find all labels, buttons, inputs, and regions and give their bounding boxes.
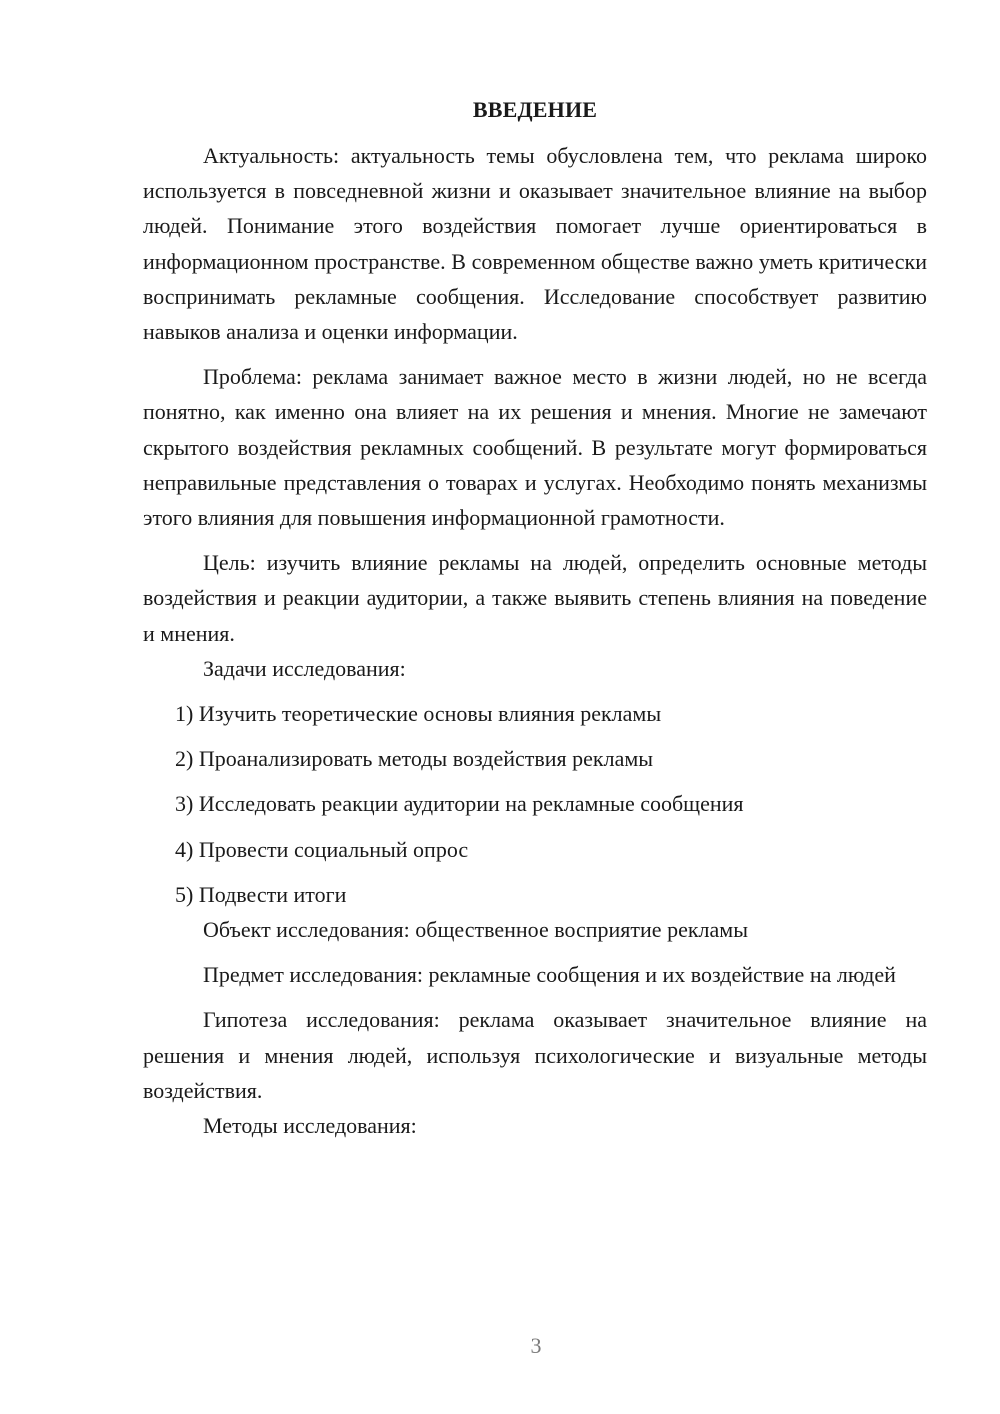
hypothesis-paragraph: Гипотеза исследования: реклама оказывает значительное влияние на решения и мнения людей, используя психологические и визуальные методы воздействия. — [143, 1007, 927, 1103]
task-item: 5) Подвести итоги — [175, 881, 347, 907]
task-item: 3) Исследовать реакции аудитории на рекламные сообщения — [175, 791, 744, 817]
task-item: 4) Провести социальный опрос — [175, 836, 469, 862]
problem-paragraph: Проблема: реклама занимает важное место в жизни людей, но не всегда понятно, как именно она влияет на их решения и мнения. Многие не замечают скрытого воздействия рекламных сообщений. В результате могут формироваться неправильные представления о товарах и услугах. Необходимо понять механизмы этого влияния для повышения информационной грамотности. — [143, 364, 927, 531]
methods-heading: Методы исследования: — [203, 1113, 417, 1139]
tasks-heading: Задачи исследования: — [203, 655, 406, 681]
page-number: 3 — [530, 1333, 542, 1358]
subject-paragraph: Предмет исследования: рекламные сообщения и их воздействие на людей — [203, 962, 896, 988]
page-content — [143, 92, 927, 1143]
task-item: 1) Изучить теоретические основы влияния рекламы — [175, 701, 662, 727]
relevance-paragraph: Актуальность: актуальность темы обусловлена тем, что реклама широко используется в повседневной жизни и оказывает значительное влияние на выбор людей. Понимание этого воздействия помогает лучше ориентироваться в информационном пространстве. В современном обществе важно уметь критически воспринимать рекламные сообщения. Исследование способствует развитию навыков анализа и оценки информации. — [143, 143, 927, 345]
object-line: Объект исследования: общественное восприятие рекламы — [203, 917, 748, 943]
section-title: ВВЕДЕНИЕ — [472, 97, 598, 122]
tasks-list — [143, 696, 927, 912]
task-item: 2) Проанализировать методы воздействия рекламы — [175, 746, 654, 772]
goal-paragraph: Цель: изучить влияние рекламы на людей, определить основные методы воздействия и реакции аудитории, а также выявить степень влияния на поведение и мнения. — [143, 550, 927, 646]
